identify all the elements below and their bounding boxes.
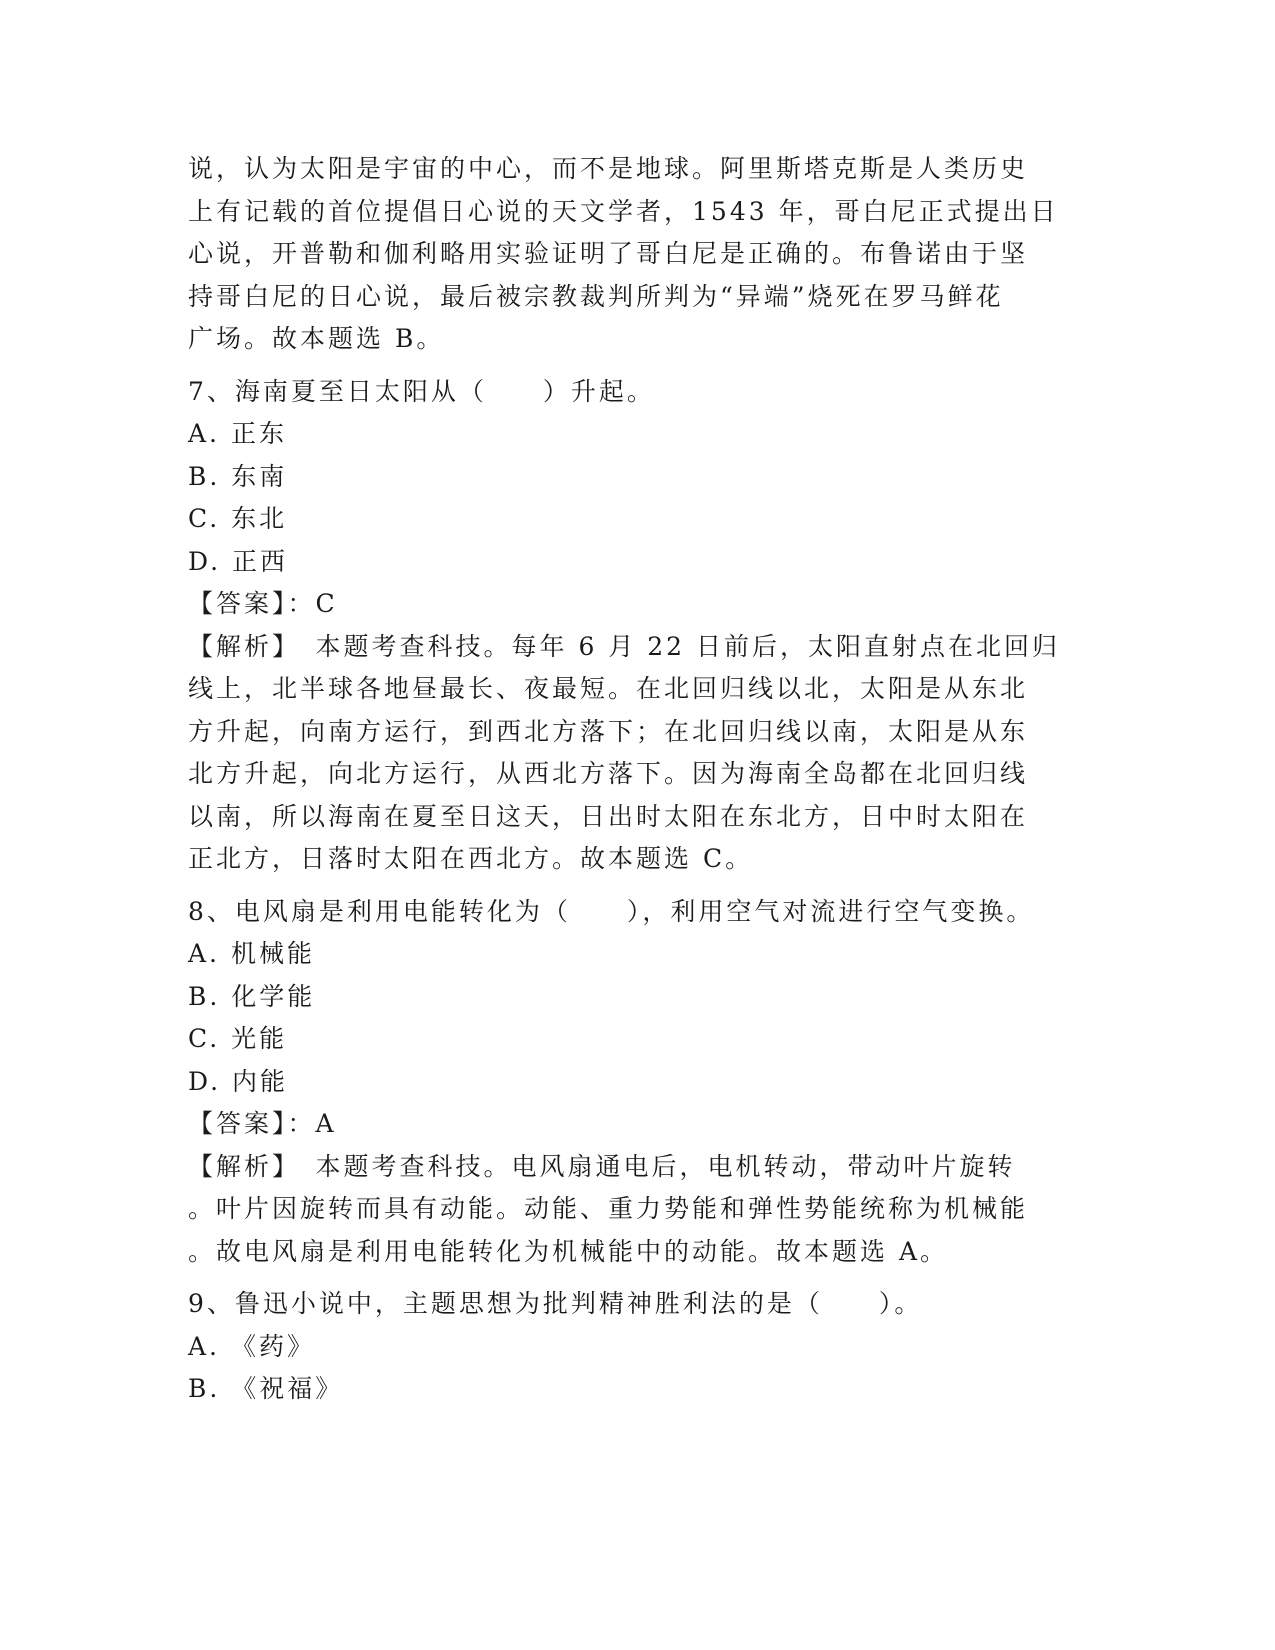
answer-line: 【答案】：A: [188, 1109, 337, 1138]
option-a: A. 机械能: [188, 939, 315, 968]
text-line: 以南，所以海南在夏至日这天，日出时太阳在东北方，日中时太阳在: [188, 801, 1029, 831]
text-line: 上有记载的首位提倡日心说的天文学者，1543 年，哥白尼正式提出日: [188, 196, 1059, 226]
analysis-label: 【解析】: [188, 1151, 316, 1181]
question-9: [188, 1283, 1088, 1411]
text-line: 正北方，日落时太阳在西北方。故本题选 C。: [188, 844, 754, 873]
document-content: [188, 148, 1088, 1411]
analysis: [188, 1146, 1088, 1274]
option-c: C. 光能: [188, 1024, 288, 1053]
question-title: 8、电风扇是利用电能转化为（ ），利用空气对流进行空气变换。: [188, 896, 1035, 926]
text-line: 方升起，向南方运行，到西北方落下；在北回归线以南，太阳是从东: [188, 716, 1029, 746]
option-d: D. 正西: [188, 546, 289, 576]
question-8: [188, 891, 1088, 1274]
text-line: 线上，北半球各地昼最长、夜最短。在北回归线以北，太阳是从东北: [188, 674, 1029, 703]
text-line: 心说，开普勒和伽利略用实验证明了哥白尼是正确的。布鲁诺由于坚: [188, 239, 1029, 268]
analysis-text: 本题考查科技。每年 6 月 22 日前后，太阳直射点在北回归: [315, 631, 1061, 661]
option-b: B. 《祝福》: [188, 1374, 344, 1403]
text-line: 说，认为太阳是宇宙的中心，而不是地球。阿里斯塔克斯是人类历史: [188, 154, 1029, 183]
question-title: 9、鲁迅小说中，主题思想为批判精神胜利法的是（ ）。: [188, 1289, 923, 1318]
text-line: 广场。故本题选 B。: [188, 324, 445, 353]
text-line: 。叶片因旋转而具有动能。动能、重力势能和弹性势能统称为机械能: [188, 1194, 1029, 1223]
option-a: A. 正东: [188, 419, 287, 448]
previous-explanation: [188, 148, 1088, 361]
question-title: 7、海南夏至日太阳从（ ）升起。: [188, 376, 655, 406]
analysis-text: 本题考查科技。电风扇通电后，电机转动，带动叶片旋转: [315, 1151, 1016, 1181]
question-7: [188, 371, 1088, 881]
analysis-label: 【解析】: [188, 631, 316, 661]
text-line: 。故电风扇是利用电能转化为机械能中的动能。故本题选 A。: [188, 1236, 949, 1266]
text-line: 持哥白尼的日心说，最后被宗教裁判所判为“异端”烧死在罗马鲜花: [188, 281, 1004, 311]
text-line: 北方升起，向北方运行，从西北方落下。因为海南全岛都在北回归线: [188, 759, 1029, 788]
answer-line: 【答案】：C: [188, 589, 338, 618]
option-a: A. 《药》: [188, 1331, 315, 1361]
option-c: C. 东北: [188, 504, 288, 533]
analysis: [188, 626, 1088, 881]
analysis-first-line: [188, 626, 1088, 669]
option-b: B. 化学能: [188, 981, 316, 1011]
option-b: B. 东南: [188, 461, 288, 491]
analysis-first-line: [188, 1146, 1088, 1189]
option-d: D. 内能: [188, 1066, 289, 1096]
